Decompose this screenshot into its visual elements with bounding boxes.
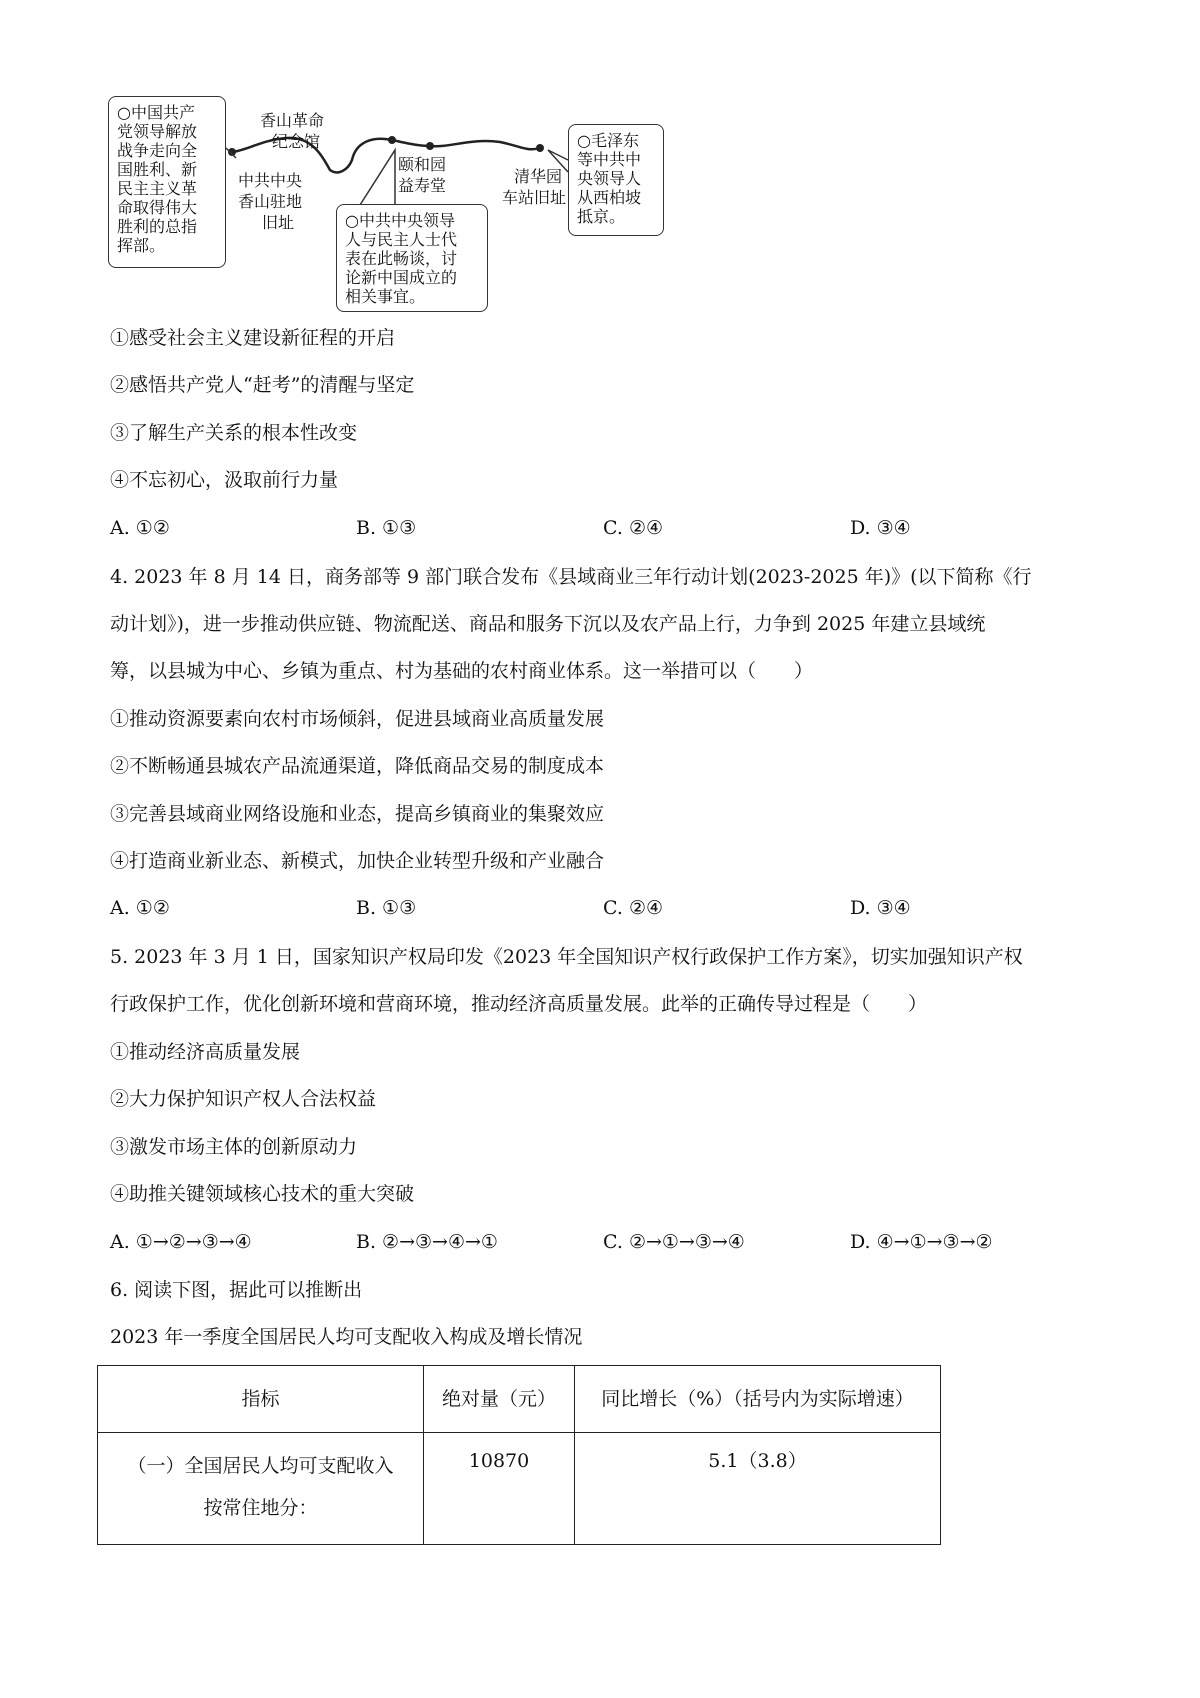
table-row [98,1433,941,1545]
callout-right-line: 等中共中 [577,150,642,169]
site-label-xiangshan-villa: 中共中央 香山驻地 旧址 [238,171,303,232]
q5-option-c[interactable]: C. ②→①→③→④ [603,1231,745,1253]
callout-middle-line: ○中共中央领导 [345,211,455,230]
callout-left-line: 命取得伟大 [117,198,198,217]
q4-option-d[interactable]: D. ③④ [850,897,911,919]
q5-item-1: ①推动经济高质量发展 [110,1041,301,1063]
table-cell-growth: 5.1（3.8） [575,1433,941,1545]
q4-item-2: ②不断畅通县城农产品流通渠道，降低商品交易的制度成本 [110,755,605,777]
q4-item-1: ①推动资源要素向农村市场倾斜，促进县域商业高质量发展 [110,708,605,730]
q4-stem-line: 4. 2023 年 8 月 14 日，商务部等 9 部门联合发布《县域商业三年行动计划(2023-2025 年)》(以下简称《行 [110,566,1032,588]
q3-item-3: ③了解生产关系的根本性改变 [110,422,358,444]
route-dot [536,144,544,152]
q6-table-title: 2023 年一季度全国居民人均可支配收入构成及增长情况 [110,1326,583,1348]
callout-left-line: 党领导解放 [117,122,198,141]
callout-middle-line: 相关事宜。 [345,287,426,306]
q5-stem-line: 行政保护工作，优化创新环境和营商环境，推动经济高质量发展。此举的正确传导过程是（ ） [110,993,928,1015]
site-label-yiheyuan: 颐和园 益寿堂 [398,155,447,195]
callout-middle [336,204,488,312]
q3-option-d[interactable]: D. ③④ [850,517,911,539]
q5-stem-line: 5. 2023 年 3 月 1 日，国家知识产权局印发《2023 年全国知识产权行政保护工作方案》，切实加强知识产权 [110,946,1023,968]
q3-option-c[interactable]: C. ②④ [603,517,664,539]
q5-item-4: ④助推关键领域核心技术的重大突破 [110,1183,415,1205]
q4-item-3: ③完善县域商业网络设施和业态，提高乡镇商业的集聚效应 [110,803,605,825]
table-header-cell: 指标 [98,1366,424,1433]
q4-stem-line: 动计划》)，进一步推动供应链、物流配送、商品和服务下沉以及农产品上行，力争到 2025 年建立县域统 [110,613,986,635]
q4-stem-line: 筹，以县城为中心、乡镇为重点、村为基础的农村商业体系。这一举措可以（ ） [110,660,814,682]
site-label-xiangshan-memorial: 香山革命 纪念馆 [260,111,325,151]
callout-right-line: 央领导人 [577,169,642,188]
callout-right-line: 从西柏坡 [577,188,642,207]
callout-middle-line: 人与民主人士代 [345,230,458,249]
q5-option-b[interactable]: B. ②→③→④→① [356,1231,498,1253]
table-cell-indicator: （一）全国居民人均可支配收入 按常住地分： [98,1433,424,1545]
q4-option-a[interactable]: A. ①② [110,897,170,919]
q5-option-d[interactable]: D. ④→①→③→② [850,1231,993,1253]
callout-left-line: 民主主义革 [117,179,198,198]
callout-left-line: 挥部。 [117,236,166,255]
q3-item-2: ②感悟共产党人“赶考”的清醒与坚定 [110,374,415,396]
callout-left-line: 胜利的总指 [117,217,198,236]
q5-item-3: ③激发市场主体的创新原动力 [110,1136,358,1158]
table-cell-amount: 10870 [424,1433,575,1545]
callout-right-line: 抵京。 [577,207,626,226]
callout-right-line: ○毛泽东 [577,131,639,150]
table-header-cell: 同比增长（%）（括号内为实际增速） [575,1366,941,1433]
callout-middle-pointer [360,150,395,205]
route-dot [426,142,434,150]
q5-item-2: ②大力保护知识产权人合法权益 [110,1088,377,1110]
q5-option-a[interactable]: A. ①→②→③→④ [110,1231,252,1253]
table-header-cell: 绝对量（元） [424,1366,575,1433]
q3-item-1: ①感受社会主义建设新征程的开启 [110,327,396,349]
q3-item-4: ④不忘初心，汲取前行力量 [110,469,339,491]
site-label-qinghuayuan: 清华园 车站旧址 [502,167,567,207]
callout-right [568,124,664,236]
callout-left-line: 国胜利、新 [117,160,198,179]
q3-option-b[interactable]: B. ①③ [356,517,417,539]
q4-option-b[interactable]: B. ①③ [356,897,417,919]
callout-left-line: 战争走向全 [117,141,198,160]
q4-option-c[interactable]: C. ②④ [603,897,664,919]
q4-item-4: ④打造商业新业态、新模式，加快企业转型升级和产业融合 [110,850,605,872]
callout-left [108,96,226,268]
q6-stem: 6. 阅读下图，据此可以推断出 [110,1279,363,1301]
callout-middle-line: 表在此畅谈，讨 [345,249,458,268]
q3-option-a[interactable]: A. ①② [110,517,170,539]
callout-middle-line: 论新中国成立的 [345,268,458,287]
table-header-row [98,1366,941,1433]
route-dot [388,136,396,144]
income-table [97,1365,941,1545]
callout-left-line: ○中国共产 [117,103,195,122]
